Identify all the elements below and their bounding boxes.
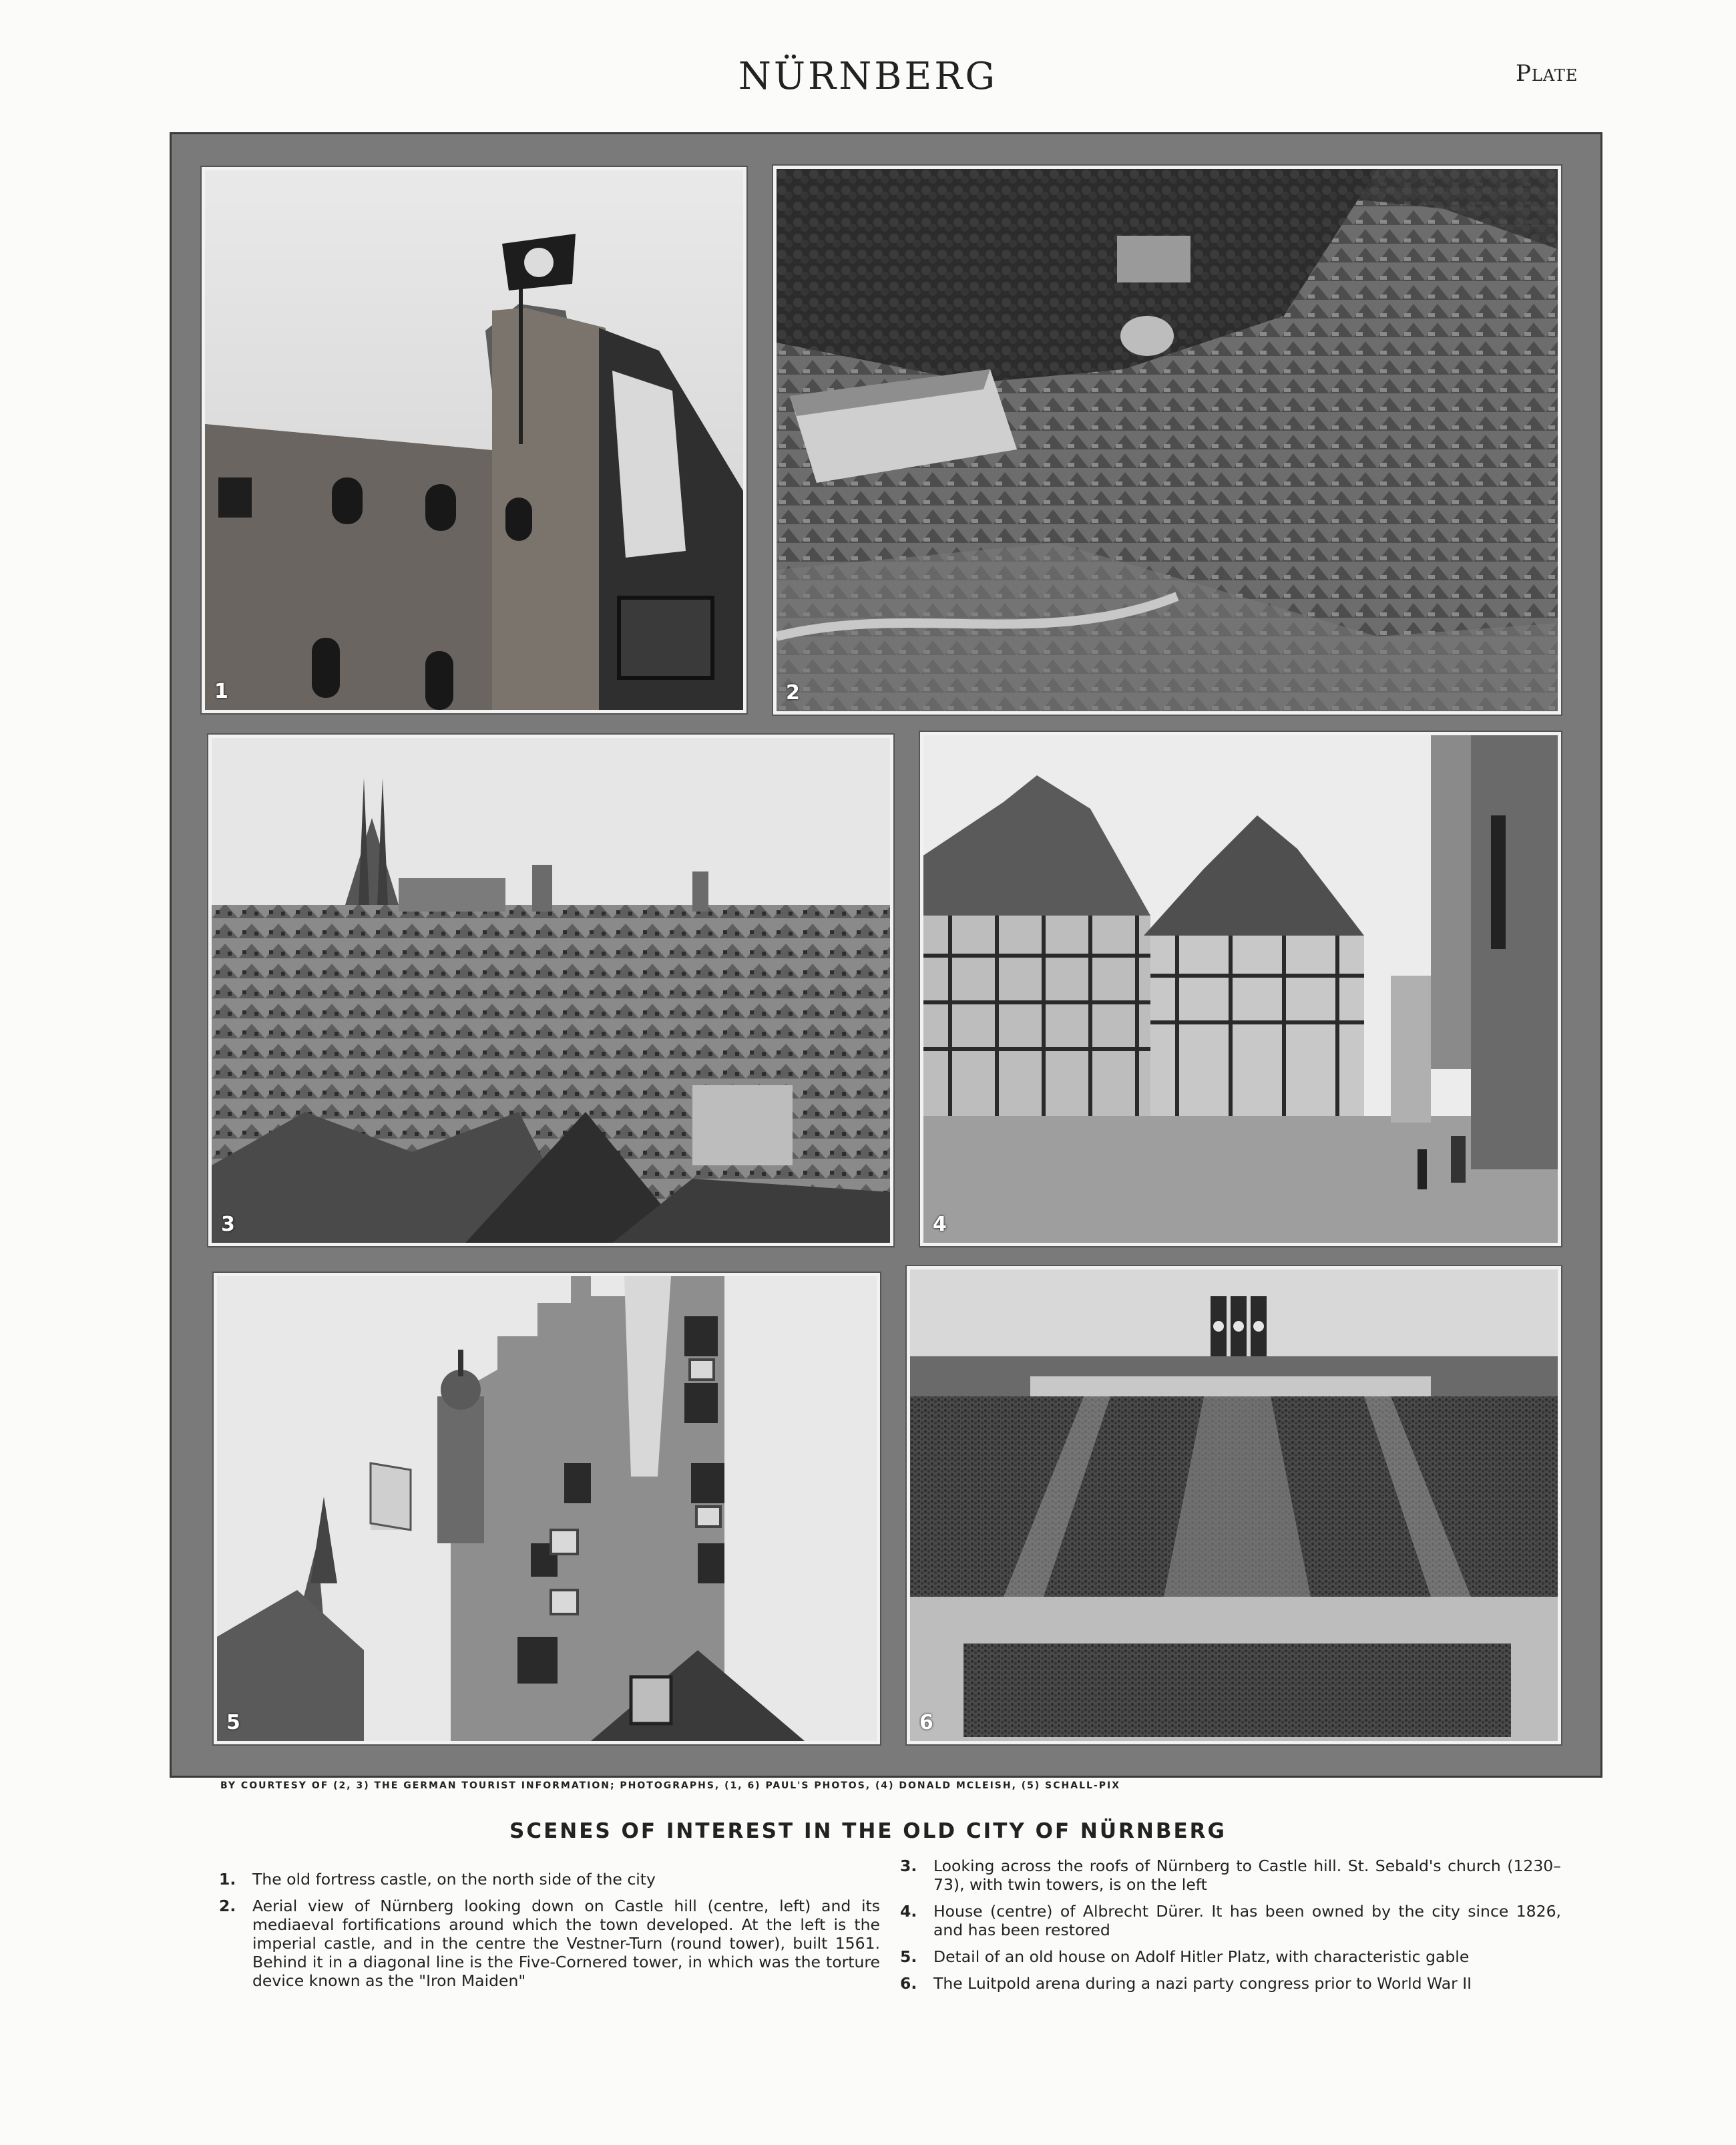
caption-number: 5.	[900, 1947, 917, 1966]
caption-number: 2.	[219, 1897, 236, 1915]
plate-label: Plate	[1516, 60, 1578, 87]
photo-number: 1	[214, 680, 228, 703]
page-title: NÜRNBERG	[738, 55, 998, 98]
durer-house-image	[923, 735, 1558, 1243]
caption-heading: SCENES OF INTEREST IN THE OLD CITY OF NÜRNBERG	[509, 1819, 1227, 1843]
photo-5	[214, 1273, 880, 1744]
city-roofs-image	[212, 738, 890, 1243]
caption-item	[900, 1857, 1561, 1894]
caption-text: Looking across the roofs of Nürnberg to Castle hill. St. Sebald's church (1230–73), with twin towers, is on the left	[933, 1857, 1561, 1894]
photo-number: 4	[933, 1213, 947, 1236]
caption-item	[219, 1870, 880, 1889]
photo-number: 5	[226, 1711, 240, 1734]
photo-4	[920, 732, 1561, 1246]
photo-6	[907, 1266, 1561, 1744]
caption-text: The old fortress castle, on the north side of the city	[252, 1870, 656, 1889]
caption-number: 3.	[900, 1857, 917, 1875]
gable-house-image	[217, 1276, 877, 1741]
photo-credits: BY COURTESY OF (2, 3) THE GERMAN TOURIST INFORMATION; PHOTOGRAPHS, (1, 6) PAUL'S PHOTOS, (4) DONALD MCLEISH, (5) SCHALL-PIX	[220, 1780, 1121, 1791]
caption-item	[900, 1974, 1561, 1993]
caption-number: 6.	[900, 1974, 917, 1993]
caption-item	[219, 1897, 880, 1990]
caption-item	[900, 1902, 1561, 1939]
caption-text: The Luitpold arena during a nazi party congress prior to World War II	[933, 1974, 1472, 1993]
photo-number: 6	[919, 1711, 933, 1734]
luitpold-arena-image	[910, 1270, 1558, 1741]
caption-number: 1.	[219, 1870, 236, 1889]
captions-right-column	[900, 1857, 1561, 2001]
aerial-view-image	[777, 169, 1558, 711]
photo-1	[202, 167, 746, 713]
photo-number: 3	[221, 1213, 235, 1236]
photo-number: 2	[786, 681, 800, 705]
caption-text: Aerial view of Nürnberg looking down on Castle hill (centre, left) and its mediaeval fortifications around which the town developed. At the left is the imperial castle, and in the centre the Vestner-Turn (round tower), built 1561. Behind it in a diagonal line is the Five-Cornered tower, in which was the torture device known as the "Iron Maiden"	[252, 1897, 880, 1990]
captions-left-column	[219, 1870, 880, 1998]
caption-text: House (centre) of Albrecht Dürer. It has been owned by the city since 1826, and has been restored	[933, 1902, 1561, 1939]
photo-2	[773, 166, 1561, 715]
castle-tower-image	[205, 170, 743, 710]
photo-3	[208, 735, 893, 1246]
caption-number: 4.	[900, 1902, 917, 1921]
caption-text: Detail of an old house on Adolf Hitler Platz, with characteristic gable	[933, 1947, 1470, 1966]
caption-item	[900, 1947, 1561, 1966]
